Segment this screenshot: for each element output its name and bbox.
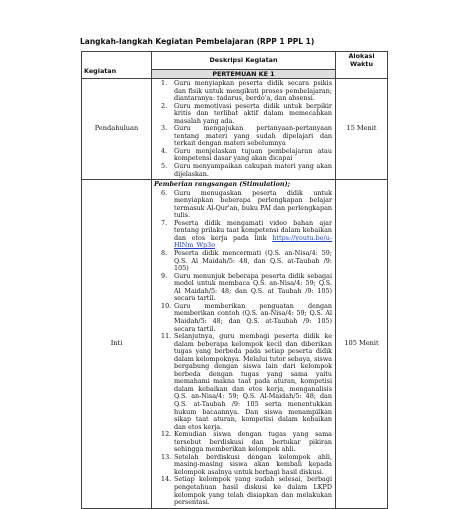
step-text: Setiap kelompok yang sudah selesai, berbagi pengetahuan hasil diskusi ke dalam LKPD kelompok yang telah disiapkan dan melakukan persentasi.	[174, 475, 332, 507]
step-text: Guru menyampaikan cakupan materi yang akan dijelaskan.	[174, 162, 332, 178]
list-item	[152, 303, 332, 333]
list-item	[152, 148, 332, 163]
step-number: 5.	[161, 162, 168, 171]
step-text: Kemudian siswa dengan tugas yang sama tersebut berdiskusi dan bertukar pikiran sehingga memberikan kelompok ahli.	[174, 430, 332, 454]
lesson-steps-table	[81, 51, 388, 509]
list-item	[152, 431, 332, 454]
inti-steps-list	[152, 189, 335, 508]
step-text: Peserta didik mencermati (Q.S. an-Nisa/4: 59; Q.S. Al Maidah/5: 48, dan Q.S. at-Taubah /9: 105)	[174, 249, 332, 273]
header-alokasi: Alokasi Waktu	[336, 52, 388, 79]
deskripsi-inti	[152, 180, 336, 509]
list-item	[152, 125, 332, 148]
step-text: Guru memberikan penguatan dengan memberikan contoh (Q.S. an-Nisa/4: 59; Q.S. Al Maidah/5: 48; dan Q.S. at-Taubah /9: 105) secara tartil.	[174, 301, 332, 333]
step-text: Guru menugaskan peserta didik untuk menyiapkan beberapa perlengkapan belajar termasuk Al-Qur'an, buku PAI dan perlengkapan tulis.	[174, 188, 332, 220]
header-deskripsi: Deskripsi Kegiatan	[152, 52, 336, 70]
video-link[interactable]: https://youtu.be/u-HlNm_Wp3o	[174, 233, 332, 250]
pendahuluan-steps-list	[152, 79, 335, 179]
list-item	[152, 190, 332, 220]
step-number: 11.	[161, 332, 172, 341]
step-number: 2.	[161, 101, 168, 110]
step-text: Selanjutnya, guru membagi peserta didik ke dalam beberapa kelompok kecil dan diberikan tugas yang berbeda pada setiap peserta didik dalam kelompoknya. Melalui tutor sebaya, siswa bergabung dengan siswa lain dari kelompok berbeda dengan tugas yang sama yaitu memahami makna taat pada aturan, kompetisi dalam kebaikan dan etos kerja, menganalisis Q.S. an-Nisa/4: 59; Q.S. Al-Maidah/5: 48; dan Q.S. at-Taubah /9: 105 serta menentukkan hukum bacaannya. Dan siswa menampilkan sikap taat aturan, kompetisi dalam kebaikan dan etos kerja.	[174, 332, 332, 431]
step-text: Guru memotivasi peserta didik untuk berpikir kritis dan terlibat aktif dalam memecahkan masalah yang ada.	[174, 101, 332, 125]
list-item	[152, 250, 332, 273]
step-text: Peserta didik mengamati video bahan ajar tentang prilaku taat kompetensi dalam kebaikan dan etos kerja pada link https://youtu.be/u-HlNm_Wp3o	[174, 218, 332, 250]
list-item	[152, 80, 332, 103]
kegiatan-pendahuluan: Pendahuluan	[82, 79, 152, 180]
table-row-inti	[82, 180, 388, 509]
step-number: 13.	[161, 452, 172, 461]
step-text: Guru menjelaskan tujuan pembelajaran atau kompetensi dasar yang akan dicapai	[174, 146, 332, 163]
stimulation-heading: Pemberian rangsangan (Stimulation);	[154, 180, 290, 189]
list-item	[152, 454, 332, 477]
meeting-label: PERTEMUAN KE 1	[152, 70, 336, 79]
step-number: 14.	[161, 475, 172, 484]
step-number: 6.	[161, 188, 168, 197]
step-text: Setelah berdiskusi dengan kelompok ahli, masing-masing siswa akan kembali kepada kelompok asalnya untuk berbagi hasil diskusi.	[174, 452, 332, 476]
step-number: 7.	[161, 218, 168, 227]
table-row-pendahuluan	[82, 79, 388, 180]
step-number: 4.	[161, 146, 168, 155]
step-number: 9.	[161, 271, 168, 280]
step-text: Guru mengajukan pertanyaan-pertanyaan tentang materi yang sudah dipelajari dan terkait dengan materi sebelumnya	[174, 124, 332, 148]
list-item	[152, 103, 332, 126]
list-item	[152, 273, 332, 303]
time-inti: 105 Menit	[336, 180, 388, 509]
header-kegiatan: Kegiatan	[82, 52, 152, 79]
time-pendahuluan: 15 Menit	[336, 79, 388, 180]
step-text: Guru menyiapkan peserta didik secara psikis dan fisik untuk mengikuti proses pembelajaran; diantaranya: tadarus, berdo'a, dan absensi.	[174, 79, 332, 103]
step-text: Guru menunjuk beberapa peserta didik sebagai model untuk membaca Q.S. an-Nisa/4: 59; Q.S. Al Maidah/5: 48; dan Q.S. at Taubah /9: 105) secara tartil.	[174, 271, 332, 303]
document-title: Langkah-langkah Kegiatan Pembelajaran (RPP 1 PPL 1)	[80, 37, 315, 46]
step-number: 3.	[161, 124, 168, 133]
step-number: 8.	[161, 249, 168, 258]
list-item	[152, 220, 332, 250]
step-number: 12.	[161, 430, 172, 439]
deskripsi-pendahuluan	[152, 79, 336, 180]
kegiatan-inti: Inti	[82, 180, 152, 509]
list-item	[152, 163, 332, 178]
list-item	[152, 333, 332, 431]
step-number: 10.	[161, 301, 172, 310]
table-header-row	[82, 52, 388, 70]
step-number: 1.	[161, 79, 168, 87]
list-item	[152, 476, 332, 506]
